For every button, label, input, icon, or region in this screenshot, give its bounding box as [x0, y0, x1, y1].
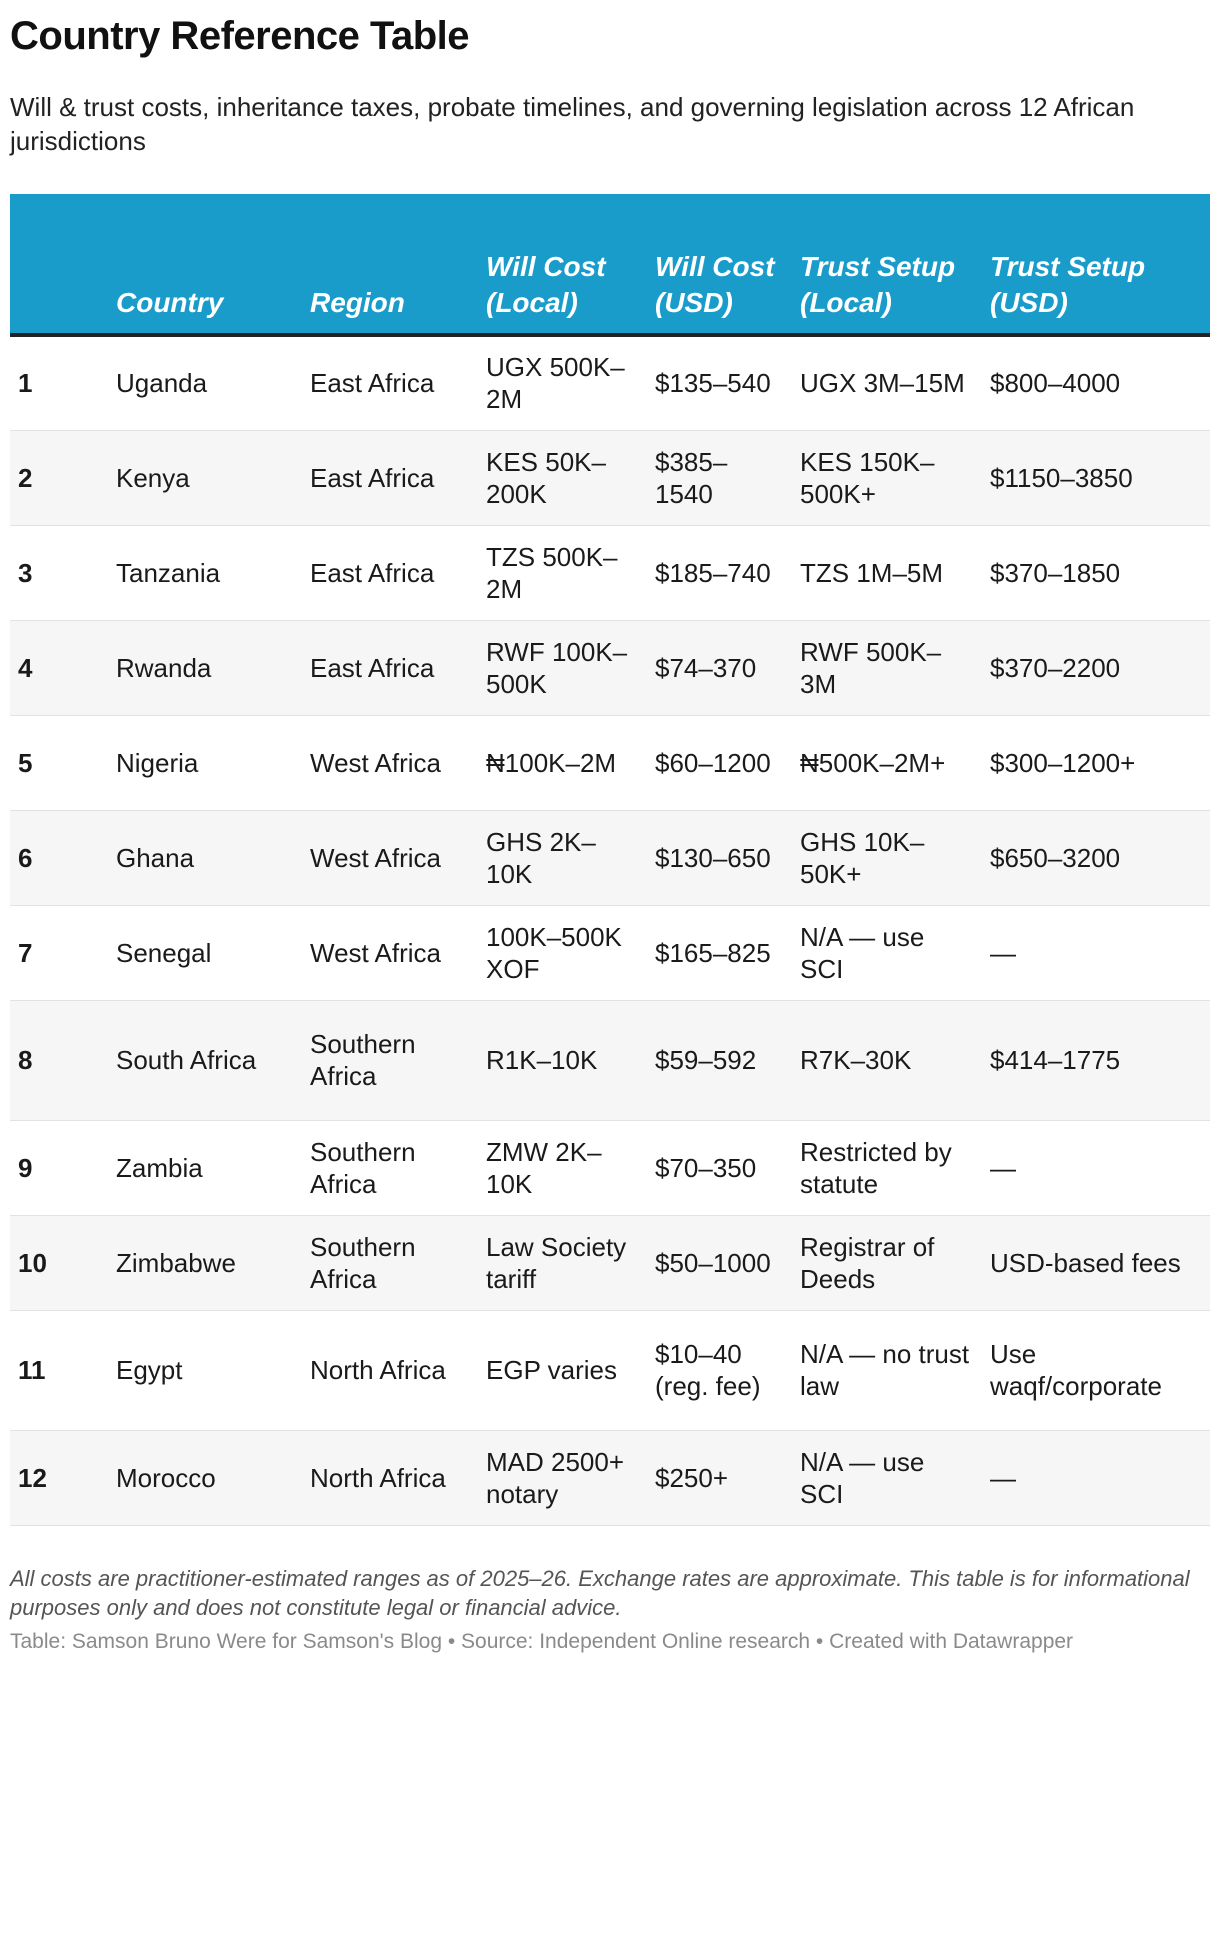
- cell-will-cost-usd: $385–1540: [647, 430, 792, 525]
- cell-will-cost-local: MAD 2500+ notary: [478, 1430, 647, 1525]
- table-header: [10, 194, 1210, 335]
- table-row: [10, 905, 1210, 1000]
- cell-will-cost-local: TZS 500K–2M: [478, 525, 647, 620]
- cell-will-cost-usd: $70–350: [647, 1120, 792, 1215]
- table-body: [10, 335, 1210, 1525]
- cell-region: East Africa: [302, 335, 478, 430]
- cell-rank: 6: [10, 810, 108, 905]
- table-row: [10, 335, 1210, 430]
- header-rank: [10, 194, 108, 335]
- cell-will-cost-local: GHS 2K–10K: [478, 810, 647, 905]
- footnote: All costs are practitioner-estimated ranges as of 2025–26. Exchange rates are approximate. This table is for informational purposes only and does not constitute legal or financial advice.: [10, 1565, 1190, 1620]
- cell-trust-setup-usd: —: [982, 905, 1210, 1000]
- cell-region: North Africa: [302, 1310, 478, 1430]
- cell-rank: 2: [10, 430, 108, 525]
- cell-rank: 12: [10, 1430, 108, 1525]
- cell-trust-setup-local: GHS 10K–50K+: [792, 810, 982, 905]
- cell-trust-setup-local: ₦500K–2M+: [792, 715, 982, 810]
- cell-rank: 9: [10, 1120, 108, 1215]
- cell-trust-setup-local: N/A — no trust law: [792, 1310, 982, 1430]
- cell-country: Uganda: [108, 335, 302, 430]
- header-region[interactable]: Region: [302, 194, 478, 335]
- cell-will-cost-usd: $165–825: [647, 905, 792, 1000]
- cell-will-cost-local: KES 50K–200K: [478, 430, 647, 525]
- cell-will-cost-usd: $185–740: [647, 525, 792, 620]
- cell-trust-setup-usd: Use waqf/corporate: [982, 1310, 1210, 1430]
- cell-trust-setup-usd: $414–1775: [982, 1000, 1210, 1120]
- cell-rank: 11: [10, 1310, 108, 1430]
- cell-will-cost-local: UGX 500K–2M: [478, 335, 647, 430]
- cell-will-cost-usd: $59–592: [647, 1000, 792, 1120]
- cell-trust-setup-local: N/A — use SCI: [792, 905, 982, 1000]
- cell-region: East Africa: [302, 525, 478, 620]
- cell-country: Egypt: [108, 1310, 302, 1430]
- page-subtitle: Will & trust costs, inheritance taxes, probate timelines, and governing legislation across 12 African jurisdictions: [10, 92, 1135, 156]
- cell-will-cost-usd: $60–1200: [647, 715, 792, 810]
- cell-country: Kenya: [108, 430, 302, 525]
- header-row: [10, 194, 1210, 335]
- cell-will-cost-local: Law Society tariff: [478, 1215, 647, 1310]
- header-will-cost-usd[interactable]: Will Cost (USD): [647, 194, 792, 335]
- cell-will-cost-usd: $250+: [647, 1430, 792, 1525]
- country-reference-table: [10, 194, 1210, 1526]
- cell-country: Nigeria: [108, 715, 302, 810]
- table-row: [10, 620, 1210, 715]
- cell-rank: 7: [10, 905, 108, 1000]
- cell-trust-setup-usd: $370–2200: [982, 620, 1210, 715]
- cell-region: West Africa: [302, 715, 478, 810]
- cell-will-cost-usd: $135–540: [647, 335, 792, 430]
- cell-will-cost-usd: $10–40 (reg. fee): [647, 1310, 792, 1430]
- cell-region: West Africa: [302, 905, 478, 1000]
- credit-line: Table: Samson Bruno Were for Samson's Blog • Source: Independent Online research • Created with Datawrapper: [10, 1629, 1074, 1653]
- table-row: [10, 430, 1210, 525]
- cell-region: Southern Africa: [302, 1120, 478, 1215]
- cell-will-cost-usd: $130–650: [647, 810, 792, 905]
- cell-rank: 1: [10, 335, 108, 430]
- cell-trust-setup-usd: USD-based fees: [982, 1215, 1210, 1310]
- cell-trust-setup-local: Restricted by statute: [792, 1120, 982, 1215]
- table-row: [10, 1000, 1210, 1120]
- cell-will-cost-local: 100K–500K XOF: [478, 905, 647, 1000]
- header-trust-setup-usd[interactable]: Trust Setup (USD): [982, 194, 1210, 335]
- cell-will-cost-local: EGP varies: [478, 1310, 647, 1430]
- cell-region: Southern Africa: [302, 1000, 478, 1120]
- cell-will-cost-local: RWF 100K–500K: [478, 620, 647, 715]
- cell-will-cost-local: ZMW 2K–10K: [478, 1120, 647, 1215]
- header-will-cost-local[interactable]: Will Cost (Local): [478, 194, 647, 335]
- cell-trust-setup-usd: $1150–3850: [982, 430, 1210, 525]
- cell-country: Zimbabwe: [108, 1215, 302, 1310]
- cell-region: North Africa: [302, 1430, 478, 1525]
- cell-rank: 4: [10, 620, 108, 715]
- cell-trust-setup-local: RWF 500K–3M: [792, 620, 982, 715]
- cell-country: Zambia: [108, 1120, 302, 1215]
- cell-trust-setup-local: R7K–30K: [792, 1000, 982, 1120]
- header-country[interactable]: Country: [108, 194, 302, 335]
- header-trust-setup-local[interactable]: Trust Setup (Local): [792, 194, 982, 335]
- cell-region: West Africa: [302, 810, 478, 905]
- table-row: [10, 715, 1210, 810]
- table-row: [10, 1215, 1210, 1310]
- cell-trust-setup-local: UGX 3M–15M: [792, 335, 982, 430]
- cell-country: Tanzania: [108, 525, 302, 620]
- table-row: [10, 525, 1210, 620]
- cell-trust-setup-usd: $650–3200: [982, 810, 1210, 905]
- cell-country: Ghana: [108, 810, 302, 905]
- table-row: [10, 1430, 1210, 1525]
- cell-trust-setup-local: KES 150K–500K+: [792, 430, 982, 525]
- cell-region: Southern Africa: [302, 1215, 478, 1310]
- cell-will-cost-local: ₦100K–2M: [478, 715, 647, 810]
- cell-trust-setup-local: N/A — use SCI: [792, 1430, 982, 1525]
- cell-trust-setup-usd: $370–1850: [982, 525, 1210, 620]
- cell-will-cost-usd: $50–1000: [647, 1215, 792, 1310]
- cell-region: East Africa: [302, 620, 478, 715]
- cell-region: East Africa: [302, 430, 478, 525]
- table-row: [10, 810, 1210, 905]
- cell-will-cost-local: R1K–10K: [478, 1000, 647, 1120]
- cell-trust-setup-local: Registrar of Deeds: [792, 1215, 982, 1310]
- cell-trust-setup-usd: $800–4000: [982, 335, 1210, 430]
- cell-country: Morocco: [108, 1430, 302, 1525]
- page-title: Country Reference Table: [10, 14, 469, 58]
- cell-country: Senegal: [108, 905, 302, 1000]
- cell-rank: 8: [10, 1000, 108, 1120]
- cell-trust-setup-usd: —: [982, 1120, 1210, 1215]
- cell-country: South Africa: [108, 1000, 302, 1120]
- cell-rank: 10: [10, 1215, 108, 1310]
- cell-trust-setup-usd: $300–1200+: [982, 715, 1210, 810]
- cell-will-cost-usd: $74–370: [647, 620, 792, 715]
- cell-country: Rwanda: [108, 620, 302, 715]
- cell-trust-setup-usd: —: [982, 1430, 1210, 1525]
- table-row: [10, 1310, 1210, 1430]
- cell-rank: 5: [10, 715, 108, 810]
- table-row: [10, 1120, 1210, 1215]
- cell-rank: 3: [10, 525, 108, 620]
- cell-trust-setup-local: TZS 1M–5M: [792, 525, 982, 620]
